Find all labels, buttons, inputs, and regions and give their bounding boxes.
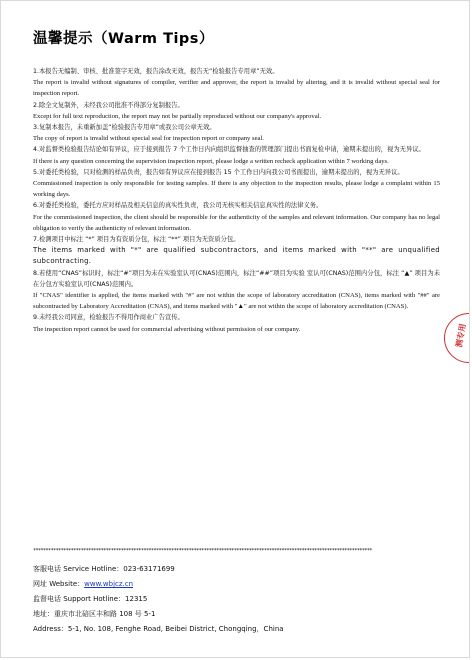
website-label: 网址 Website： xyxy=(33,580,85,588)
address-en: Address：5-1, No. 108, Fenghe Road, Beibei District, Chongqing，China xyxy=(33,625,284,633)
tip-7-cn: 7.检测项目中标注 “*” 项目为有资质分包，标注 “**” 项目为无资质分包。 xyxy=(33,236,240,244)
tip-9-en: The inspection report cannot be used for commercial advertising without permission of our company. xyxy=(33,325,301,333)
page-title: 温馨提示（Warm Tips） xyxy=(33,31,214,47)
tip-1-cn: 1.本报告无编制、审核、批准签字无效，报告涂改无效，报告无“检验报告专用章”无效。 xyxy=(33,68,279,75)
tip-8-cn: 8.若使用“CNAS”标识时，标注“#”项目为未在实验室认可(CNAS)范围内，标注“##”项目为实验 室认可(CNAS)范围内分包，标注 “▲” 项目为未在分包方实验室认可(CNAS)范围内。 xyxy=(33,269,440,288)
tip-4-cn: 4.对监督类检验报告结论如有异议，应于接到报告 7 个工作日内向组织监督抽查的管理部门提出书面复检申请，逾期未提出的，视为无异议。 xyxy=(33,146,425,154)
seal-stamp-icon: 测专用 xyxy=(444,313,470,363)
website-row xyxy=(33,577,284,592)
tip-3-en: The copy of report is invalid without special seal for inspection report or company seal. xyxy=(33,135,264,143)
tip-7-en: The items marked with "*" are qualified subcontractors, and items marked with "**" are unqualified subcontracting. xyxy=(33,246,440,266)
tip-5-cn: 5.对委托类检验，只对检测的样品负责，报告如有异议应在接到报告 15 个工作日内向我公司书面提出，逾期未提出的，视为无异议。 xyxy=(33,168,404,176)
tip-6-cn: 6.对委托类检验，委托方应对样品及相关信息的真实性负责，我公司无核实相关信息真实性的法律义务。 xyxy=(33,202,323,210)
tip-4-en: If there is any question concerning the supervision inspection report, please lodge a written recheck application within 7 working days. xyxy=(33,157,389,165)
tip-2-en: Except for full text reproduction, the report may not be partially reproduced without our company's approval. xyxy=(33,112,322,120)
tip-1-en: The report is invalid without signatures of compiler, verifier and approver, the report is invalid by altering, and it is invalid without special seal for inspection report. xyxy=(33,79,440,98)
tip-9-cn: 9.未经我公司同意，检验报告不得用作商业广告宣传。 xyxy=(33,314,184,322)
tip-6-en: For the commissioned inspection, the client should be responsible for the authenticity of the samples and relevant information. Our company has no legal obligation to verify the authenticity of relevant information. xyxy=(33,213,440,232)
tips-list xyxy=(33,66,440,335)
service-hotline: 客服电话 Service Hotline：023-63171699 xyxy=(33,565,175,573)
website-link[interactable]: www.wbjcz.cn xyxy=(84,580,134,588)
tip-8-en: If "CNAS" identifier is applied, the items marked with "#" are not within the scope of laboratory accreditation (CNAS), items marked with "##" are subcontracted by Laboratory Accreditation (CNAS), and items marked with "▲" are not within the scope of laboratory accreditation (CNAS). xyxy=(33,292,440,311)
address-cn: 地址：重庆市北碚区丰和路 108 号 5-1 xyxy=(33,610,156,618)
contact-block xyxy=(33,562,284,637)
tip-5-en: Commissioned inspection is only responsible for testing samples. If there is any objection to the inspection results, please lodge a complaint within 15 working days. xyxy=(33,180,440,199)
separator-stars: *************************************************************************************************************************************** xyxy=(33,548,372,554)
support-hotline: 监督电话 Support Hotline：12315 xyxy=(33,595,148,603)
tip-2-cn: 2.除全文复制外，未经我公司批准不得部分复制报告。 xyxy=(33,101,184,109)
tip-3-cn: 3.复制本报告，未重新加盖“检验报告专用章”或我公司公章无效。 xyxy=(33,124,216,132)
